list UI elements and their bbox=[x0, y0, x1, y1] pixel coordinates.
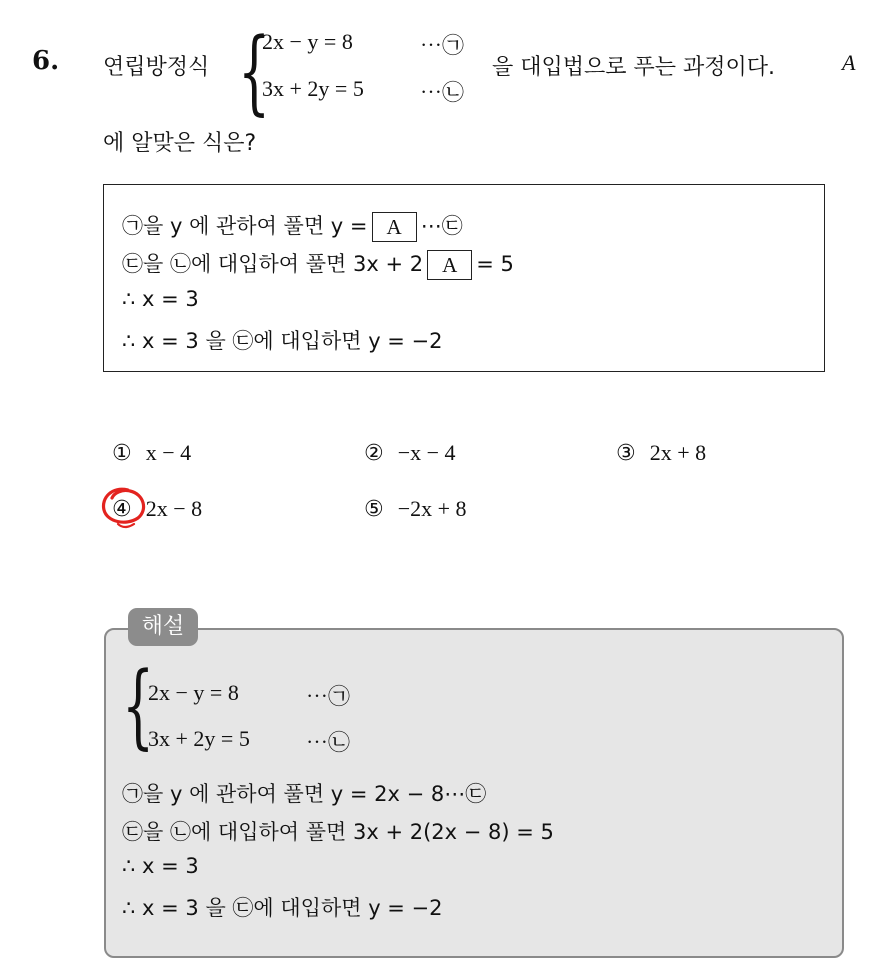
answer-blank-a-2: A bbox=[427, 250, 472, 280]
solution-tab: 해설 bbox=[128, 608, 198, 646]
option-2-expr: −x − 4 bbox=[397, 440, 456, 465]
option-3-expr: 2x + 8 bbox=[649, 440, 707, 465]
solution-line-4: ∴ x = 3 을 ㉢에 대입하면 y = −2 bbox=[122, 896, 443, 920]
process-line-2 bbox=[122, 248, 514, 280]
solution-line-2: ㉢을 ㉡에 대입하여 풀면 3x + 2(2x − 8) = 5 bbox=[122, 820, 554, 844]
option-2-number: ② bbox=[364, 441, 384, 466]
answer-blank-a: A bbox=[372, 212, 417, 242]
question-eq1: 2x − y = 8 bbox=[262, 29, 353, 54]
process-line-4: ∴ x = 3 을 ㉢에 대입하면 y = −2 bbox=[122, 329, 443, 353]
process-line-2-post: = 5 bbox=[476, 252, 514, 276]
process-line-1-pre: ㉠을 y 에 관하여 풀면 y = bbox=[122, 214, 368, 238]
option-1-number: ① bbox=[112, 441, 132, 466]
question-eq1-tag: ⋯㉠ bbox=[420, 33, 465, 58]
option-5-number: ⑤ bbox=[364, 497, 384, 522]
process-line-2-pre: ㉢을 ㉡에 대입하여 풀면 3x + 2 bbox=[122, 252, 424, 276]
solution-line-3: ∴ x = 3 bbox=[122, 854, 199, 878]
option-5-expr: −2x + 8 bbox=[397, 496, 467, 521]
equation-brace: { bbox=[238, 18, 271, 125]
question-number: 6. bbox=[32, 46, 60, 76]
answer-mark-circle bbox=[98, 484, 150, 530]
solution-equation-brace: { bbox=[122, 652, 155, 759]
question-tail-2: 에 알맞은 식은? bbox=[103, 131, 257, 156]
option-4-expr: 2x − 8 bbox=[145, 496, 203, 521]
question-tail-1: 을 대입법으로 푸는 과정이다. bbox=[492, 55, 775, 80]
option-5[interactable] bbox=[364, 496, 467, 522]
process-line-1-post: ⋯㉢ bbox=[420, 214, 463, 238]
process-line-1 bbox=[122, 210, 463, 242]
option-3[interactable] bbox=[616, 440, 706, 466]
option-1[interactable] bbox=[112, 440, 191, 466]
solution-eq1: 2x − y = 8 bbox=[148, 680, 239, 705]
question-var-a: A bbox=[842, 50, 856, 75]
solution-line-1: ㉠을 y 에 관하여 풀면 y = 2x − 8⋯㉢ bbox=[122, 782, 487, 806]
process-line-3: ∴ x = 3 bbox=[122, 287, 199, 311]
option-3-number: ③ bbox=[616, 441, 636, 466]
option-4-number: ④ bbox=[112, 497, 132, 522]
option-1-expr: x − 4 bbox=[145, 440, 192, 465]
option-2[interactable] bbox=[364, 440, 456, 466]
question-eq2: 3x + 2y = 5 bbox=[262, 76, 364, 101]
question-lead: 연립방정식 bbox=[103, 55, 210, 80]
solution-eq2: 3x + 2y = 5 bbox=[148, 726, 250, 751]
question-eq2-tag: ⋯㉡ bbox=[420, 80, 465, 105]
solution-eq2-tag: ⋯㉡ bbox=[306, 730, 351, 755]
solution-eq1-tag: ⋯㉠ bbox=[306, 684, 351, 709]
